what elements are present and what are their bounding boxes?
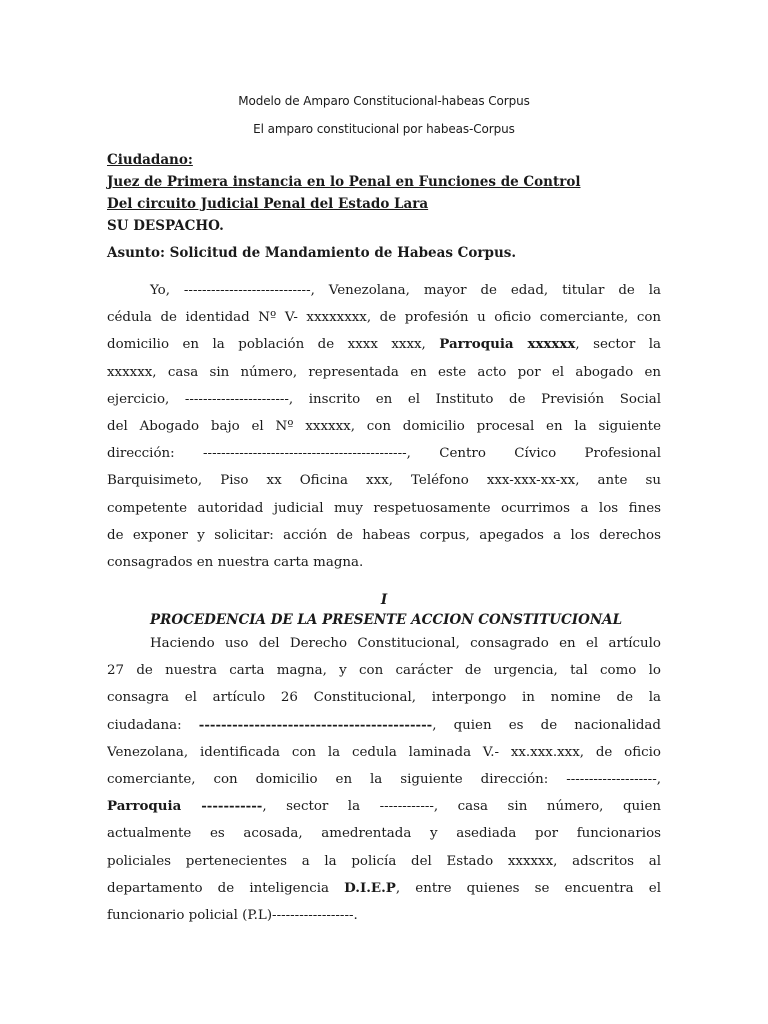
- p1-line: xxxxxx, casa sin número, representada en este acto por el abogado en: [107, 364, 661, 380]
- p1-line: Barquisimeto, Piso xx Oficina xxx, Teléfono xxx-xxx-xx-xx, ante su: [107, 473, 661, 489]
- p2-line: [107, 712, 661, 739]
- document-title: Modelo de Amparo Constitucional-habeas Corpus: [238, 94, 530, 108]
- diep-bold: D.I.E.P: [344, 879, 396, 896]
- p2-line: 27 de nuestra carta magna, y con carácter de urgencia, tal como lo: [107, 663, 661, 679]
- p2-line: [107, 875, 661, 902]
- p2-text: ciudadana:: [107, 717, 182, 733]
- p2-line: comerciante, con domicilio en la siguiente dirección: --------------------,: [107, 771, 661, 787]
- document-subtitle: El amparo constitucional por habeas-Corpus: [253, 122, 515, 136]
- ciudadana-name-blank: ------------------------------------------: [198, 716, 433, 733]
- section-heading: PROCEDENCIA DE LA PRESENTE ACCION CONSTITUCIONAL: [150, 612, 623, 628]
- p2-line: Haciendo uso del Derecho Constitucional, consagrado en el artículo: [150, 636, 661, 651]
- p2-text: , quien es de nacionalidad: [432, 717, 661, 733]
- p2-text: , entre quienes se encuentra el: [395, 880, 661, 896]
- p1-line: competente autoridad judicial muy respetuosamente ocurrimos a los fines: [107, 500, 661, 516]
- section-number: I: [380, 592, 388, 608]
- addressee-line-1: Juez de Primera instancia en lo Penal en Funciones de Control: [107, 174, 581, 190]
- p1-line: consagrados en nuestra carta magna.: [107, 554, 364, 570]
- p2-line: actualmente es acosada, amedrentada y asediada por funcionarios: [107, 826, 661, 842]
- p2-text: , sector la ------------, casa sin número, quien: [262, 799, 661, 815]
- paragraph-1: [107, 277, 661, 576]
- p2-line: policiales pertenecientes a la policía del Estado xxxxxx, adscritos al: [107, 853, 661, 869]
- p1-line: ejercicio, -----------------------, inscrito en el Instituto de Previsión Social: [107, 391, 661, 407]
- p1-line: Yo, ----------------------------, Venezolana, mayor de edad, titular de la: [150, 283, 661, 298]
- p1-text: , sector la: [575, 337, 661, 353]
- p1-line: dirección: ---------------------------------------------, Centro Cívico Profesional: [107, 446, 661, 462]
- parroquia-bold: Parroquia xxxxxx: [439, 336, 576, 353]
- p1-text: domicilio en la población de xxxx xxxx,: [107, 337, 426, 353]
- addressee-line-3: SU DESPACHO.: [107, 218, 224, 234]
- p2-line: consagra el artículo 26 Constitucional, interpongo in nomine de la: [107, 690, 661, 706]
- paragraph-2: [107, 630, 661, 929]
- addressee-block: [107, 149, 667, 237]
- p1-line: de exponer y solicitar: acción de habeas corpus, apegados a los derechos: [107, 527, 661, 543]
- p1-line: del Abogado bajo el Nº xxxxxx, con domicilio procesal en la siguiente: [107, 418, 661, 434]
- p1-line: [107, 331, 661, 358]
- salutation: Ciudadano:: [107, 152, 193, 168]
- subject-line: Asunto: Solicitud de Mandamiento de Habeas Corpus.: [107, 245, 517, 261]
- p1-line: cédula de identidad Nº V- xxxxxxxx, de profesión u oficio comerciante, con: [107, 310, 661, 326]
- p2-line: funcionario policial (P.L)------------------.: [107, 907, 358, 923]
- addressee-line-2: Del circuito Judicial Penal del Estado Lara: [107, 196, 429, 212]
- p2-text: departamento de inteligencia: [107, 880, 329, 896]
- parroquia-bold: Parroquia -----------: [107, 798, 263, 815]
- p2-line: Venezolana, identificada con la cedula laminada V.- xx.xxx.xxx, de oficio: [107, 744, 661, 760]
- p2-line: [107, 793, 661, 820]
